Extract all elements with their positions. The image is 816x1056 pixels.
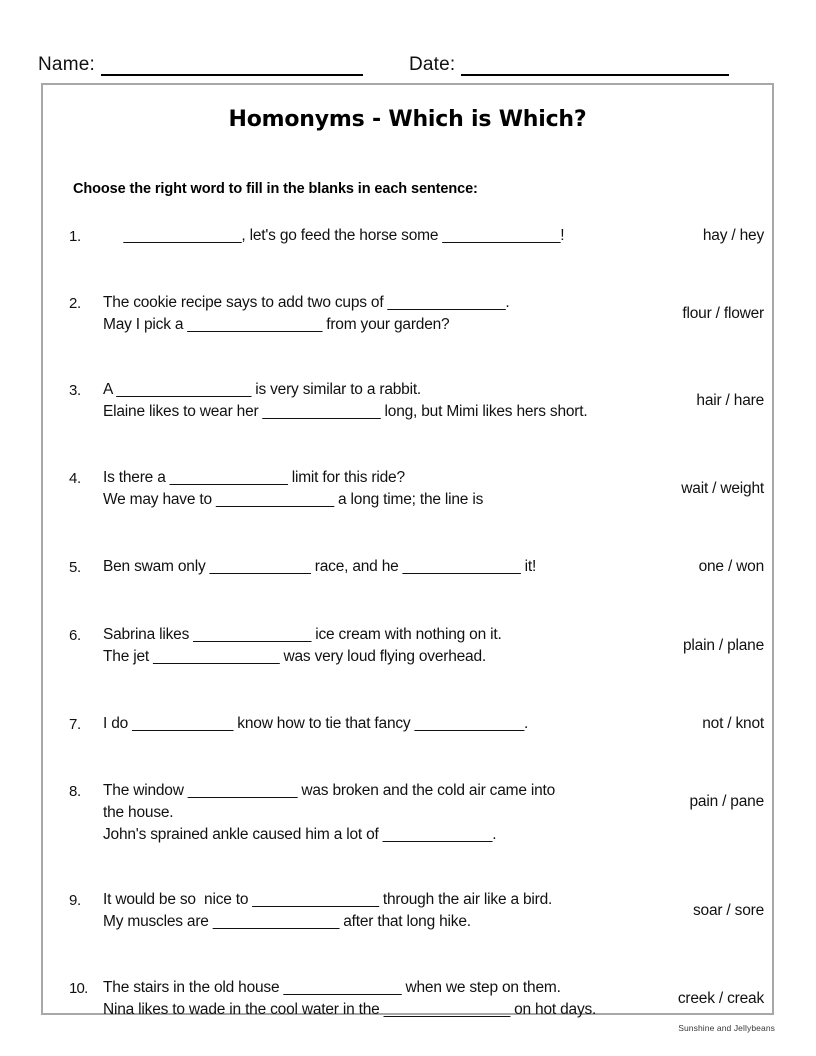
question-row [43, 780, 772, 846]
question-line: Sabrina likes ______________ ice cream with nothing on it. [103, 626, 502, 643]
question-line: May I pick a ________________ from your garden? [103, 316, 450, 333]
question-line: My muscles are _______________ after that long hike. [103, 913, 471, 930]
question-row [43, 624, 772, 668]
question-text[interactable] [103, 467, 646, 511]
word-choice-pair: creek / creak [677, 990, 764, 1007]
worksheet-container [41, 83, 774, 1018]
word-choice-pair: plain / plane [683, 637, 764, 654]
question-text[interactable] [103, 556, 646, 578]
question-line: Nina likes to wade in the cool water in the _______________ on hot days. [103, 1001, 597, 1018]
word-choice-pair: pain / pane [689, 793, 764, 810]
name-input-line[interactable] [101, 55, 363, 76]
question-line: A ________________ is very similar to a rabbit. [103, 381, 422, 398]
question-line: The window _____________ was broken and the cold air came into [103, 782, 556, 799]
question-line: Elaine likes to wear her ______________ long, but Mimi likes hers short. [103, 403, 588, 420]
question-line: Is there a ______________ limit for this ride? [103, 469, 405, 486]
question-text[interactable] [103, 713, 646, 735]
question-line: It would be so nice to _______________ through the air like a bird. [103, 891, 553, 908]
question-line: The stairs in the old house ______________ when we step on them. [103, 979, 561, 996]
question-line: the house. [103, 804, 174, 821]
question-line: The jet _______________ was very loud flying overhead. [103, 648, 487, 665]
question-number: 5. [69, 559, 81, 576]
question-row [43, 889, 772, 933]
question-number: 1. [69, 228, 81, 245]
word-choice-pair: one / won [698, 558, 764, 575]
question-number: 8. [69, 783, 81, 800]
question-row [43, 556, 772, 579]
question-line: I do ____________ know how to tie that fancy _____________. [103, 715, 529, 732]
question-text[interactable] [103, 292, 646, 336]
word-choice-pair: not / knot [702, 715, 764, 732]
question-line: Ben swam only ____________ race, and he ______________ it! [103, 558, 537, 575]
worksheet-title: Homonyms - Which is Which? [228, 107, 587, 132]
date-input-line[interactable] [461, 55, 729, 76]
question-line: John's sprained ankle caused him a lot of _____________. [103, 826, 497, 843]
question-row [43, 713, 772, 736]
worksheet-instructions: Choose the right word to fill in the blanks in each sentence: [73, 181, 478, 197]
question-row [43, 292, 772, 336]
question-number: 7. [69, 716, 81, 733]
question-line: We may have to ______________ a long time; the line is [103, 491, 484, 508]
question-number: 9. [69, 892, 81, 909]
word-choice-pair: hair / hare [696, 392, 764, 409]
question-list [43, 225, 772, 1021]
attribution-credit: Sunshine and Jellybeans [678, 1023, 775, 1033]
question-number: 6. [69, 627, 81, 644]
question-text[interactable] [103, 225, 646, 247]
name-field-group [38, 54, 363, 76]
word-choice-pair: soar / sore [692, 902, 764, 919]
word-choice-pair: flour / flower [682, 305, 764, 322]
question-text[interactable] [103, 624, 646, 668]
date-field-group [409, 54, 729, 76]
question-text[interactable] [103, 889, 646, 933]
question-number: 4. [69, 470, 81, 487]
word-choice-pair: wait / weight [681, 480, 764, 497]
question-line: The cookie recipe says to add two cups of ______________. [103, 294, 510, 311]
word-choice-pair: hay / hey [702, 227, 764, 244]
date-label: Date: [408, 54, 456, 75]
question-number: 10. [69, 980, 88, 997]
question-row [43, 379, 772, 423]
question-row [43, 977, 772, 1021]
question-number: 2. [69, 295, 81, 312]
question-text[interactable] [103, 379, 646, 423]
question-line: ______________, let's go feed the horse some ______________! [103, 227, 565, 244]
question-row [43, 225, 772, 248]
name-label: Name: [38, 54, 95, 75]
question-number: 3. [69, 382, 81, 399]
question-text[interactable] [103, 780, 646, 846]
student-info-row [38, 46, 778, 76]
question-text[interactable] [103, 977, 646, 1021]
question-row [43, 467, 772, 511]
